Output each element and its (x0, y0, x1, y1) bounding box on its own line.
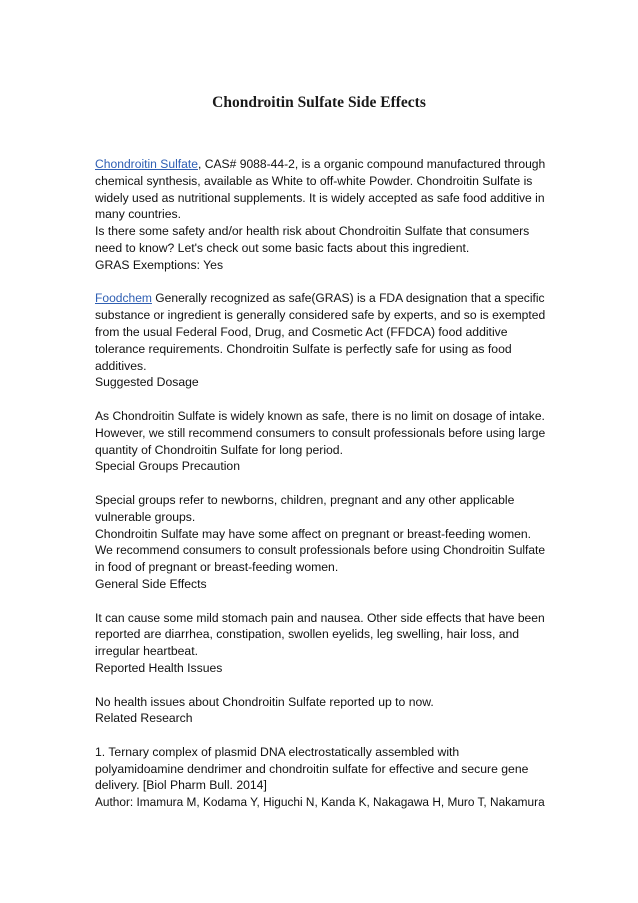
text-run: , CAS# 9088-44-2, is a organic compound manufactured through (197, 157, 546, 171)
text-line: reported are diarrhea, constipation, swollen eyelids, leg swelling, hair loss, and (95, 627, 520, 642)
text-line: Is there some safety and/or health risk about Chondroitin Sulfate that consumers (95, 224, 530, 239)
text-line: many countries. (95, 207, 182, 222)
text-line: No health issues about Chondroitin Sulfate reported up to now. (95, 694, 434, 709)
document-title: Chondroitin Sulfate Side Effects (212, 94, 426, 111)
text-line: However, we still recommend consumers to consult professionals before using large (95, 425, 546, 440)
text-line: irregular heartbeat. (95, 644, 198, 659)
section-heading: Special Groups Precaution (95, 459, 240, 474)
document-body (95, 156, 545, 811)
side-effects-paragraph (95, 610, 545, 677)
text-line: Special groups refer to newborns, children, pregnant and any other applicable (95, 492, 515, 507)
text-line: It can cause some mild stomach pain and nausea. Other side effects that have been (95, 610, 545, 625)
text-line: vulnerable groups. (95, 509, 196, 524)
text-line: delivery. [Biol Pharm Bull. 2014] (95, 778, 267, 793)
text-line: chemical synthesis, available as White to off-white Powder. Chondroitin Sulfate is (95, 173, 533, 188)
paragraph-gap (95, 391, 545, 408)
paragraph-gap (95, 274, 545, 291)
text-line (95, 156, 546, 173)
section-heading: Related Research (95, 711, 193, 726)
paragraph-gap (95, 593, 545, 610)
text-line: tolerance requirements. Chondroitin Sulfate is perfectly safe for using as food (95, 341, 512, 356)
intro-paragraph (95, 156, 545, 274)
text-line: widely used as nutritional supplements. It is widely accepted as safe food additive in (95, 190, 545, 205)
health-issues-paragraph (95, 694, 545, 728)
gras-paragraph (95, 290, 545, 391)
text-line (95, 290, 545, 307)
text-line: As Chondroitin Sulfate is widely known as safe, there is no limit on dosage of intake. (95, 408, 545, 423)
section-heading: Reported Health Issues (95, 660, 223, 675)
text-line: 1. Ternary complex of plasmid DNA electrostatically assembled with (95, 744, 460, 759)
text-line: additives. (95, 358, 147, 373)
text-run: Generally recognized as safe(GRAS) is a FDA designation that a specific (151, 291, 545, 306)
research-paragraph (95, 744, 545, 811)
text-line: in food of pregnant or breast-feeding women. (95, 560, 339, 575)
text-line: polyamidoamine dendrimer and chondroitin sulfate for effective and secure gene (95, 761, 529, 776)
section-heading: Suggested Dosage (95, 375, 199, 390)
paragraph-gap (95, 677, 545, 694)
dosage-paragraph (95, 408, 545, 475)
paragraph-gap (95, 727, 545, 744)
text-line: substance or ingredient is generally considered safe by experts, and so is exempted (95, 308, 546, 323)
special-groups-paragraph (95, 492, 545, 593)
text-line: Chondroitin Sulfate may have some affect on pregnant or breast-feeding women. (95, 526, 532, 541)
text-line: quantity of Chondroitin Sulfate for long period. (95, 442, 343, 457)
chondroitin-sulfate-link[interactable]: Chondroitin Sulfate (95, 157, 198, 171)
text-line: GRAS Exemptions: Yes (95, 257, 224, 272)
foodchem-link[interactable]: Foodchem (95, 291, 152, 306)
text-line: We recommend consumers to consult professionals before using Chondroitin Sulfate (95, 543, 546, 558)
text-line: from the usual Federal Food, Drug, and Cosmetic Act (FFDCA) food additive (95, 324, 508, 339)
paragraph-gap (95, 475, 545, 492)
text-line: need to know? Let's check out some basic facts about this ingredient. (95, 240, 470, 255)
section-heading: General Side Effects (95, 576, 207, 591)
text-line: Author: Imamura M, Kodama Y, Higuchi N, Kanda K, Nakagawa H, Muro T, Nakamura (95, 795, 545, 810)
